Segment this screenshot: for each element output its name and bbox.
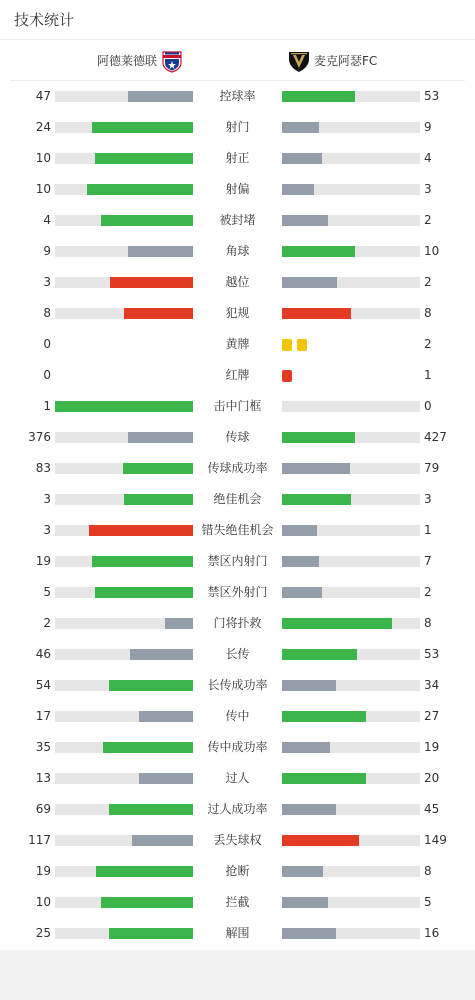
away-stat-bar bbox=[282, 122, 420, 133]
home-stat-bar-fill bbox=[95, 587, 193, 598]
stat-label: 传中成功率 bbox=[207, 740, 268, 754]
away-stat-bar-fill bbox=[282, 463, 350, 474]
away-stat-bar-fill bbox=[282, 618, 392, 629]
away-stat-bar bbox=[282, 680, 420, 691]
home-stat-bar bbox=[55, 587, 193, 598]
home-stat-bar-fill bbox=[124, 308, 193, 319]
home-stat-value: 83 bbox=[35, 461, 51, 475]
away-stat-bar bbox=[282, 432, 420, 443]
home-stat-value: 8 bbox=[43, 306, 51, 320]
stat-label: 长传 bbox=[225, 647, 250, 661]
home-stat-bar-fill bbox=[128, 91, 193, 102]
away-stat-bar-fill bbox=[282, 215, 328, 226]
home-stat-value: 1 bbox=[43, 399, 51, 413]
home-stat-bar-fill bbox=[109, 928, 193, 939]
stat-label: 传中 bbox=[225, 709, 250, 723]
away-stat-value: 2 bbox=[424, 585, 432, 599]
home-stat-bar bbox=[55, 618, 193, 629]
stat-label: 被封堵 bbox=[219, 213, 256, 227]
away-stat-value: 149 bbox=[424, 833, 447, 847]
away-stat-bar-fill bbox=[282, 773, 366, 784]
stat-row bbox=[0, 732, 475, 763]
home-stat-bar-fill bbox=[103, 742, 193, 753]
stat-label: 门将扑救 bbox=[213, 616, 262, 630]
home-stat-bar bbox=[55, 401, 193, 412]
title-row bbox=[0, 0, 475, 40]
stat-row bbox=[0, 794, 475, 825]
home-stat-value: 10 bbox=[35, 182, 51, 196]
home-stat-bar bbox=[55, 773, 193, 784]
stat-label: 过人 bbox=[225, 771, 250, 785]
home-stat-value: 54 bbox=[35, 678, 51, 692]
stat-row bbox=[0, 670, 475, 701]
away-stat-bar-fill bbox=[282, 742, 330, 753]
stat-label: 禁区外射门 bbox=[207, 585, 268, 599]
away-cards bbox=[282, 370, 297, 382]
home-stat-value: 3 bbox=[43, 492, 51, 506]
away-team[interactable] bbox=[288, 40, 377, 81]
stat-row bbox=[0, 577, 475, 608]
away-stat-bar-fill bbox=[282, 866, 323, 877]
home-stat-value: 0 bbox=[43, 337, 51, 351]
stat-row bbox=[0, 360, 475, 391]
away-stat-value: 5 bbox=[424, 895, 432, 909]
home-stat-bar bbox=[55, 742, 193, 753]
home-stat-value: 10 bbox=[35, 151, 51, 165]
home-stat-bar bbox=[55, 246, 193, 257]
home-stat-bar-fill bbox=[110, 277, 193, 288]
adelaide-united-logo-icon bbox=[161, 49, 183, 73]
away-stat-value: 34 bbox=[424, 678, 440, 692]
home-stat-value: 35 bbox=[35, 740, 51, 754]
home-stat-value: 376 bbox=[28, 430, 51, 444]
away-stat-bar bbox=[282, 215, 420, 226]
home-stat-value: 47 bbox=[35, 89, 51, 103]
home-stat-bar-fill bbox=[87, 184, 193, 195]
away-stat-value: 19 bbox=[424, 740, 440, 754]
away-stat-bar-fill bbox=[282, 835, 359, 846]
stat-row bbox=[0, 422, 475, 453]
stat-row bbox=[0, 639, 475, 670]
home-stat-bar bbox=[55, 928, 193, 939]
away-stat-bar bbox=[282, 835, 420, 846]
home-stat-value: 3 bbox=[43, 275, 51, 289]
home-stat-bar bbox=[55, 308, 193, 319]
home-stat-value: 46 bbox=[35, 647, 51, 661]
away-stat-value: 27 bbox=[424, 709, 440, 723]
stat-label: 丢失球权 bbox=[213, 833, 262, 847]
home-stat-bar bbox=[55, 494, 193, 505]
away-stat-bar-fill bbox=[282, 897, 328, 908]
away-stat-bar bbox=[282, 587, 420, 598]
away-stat-value: 2 bbox=[424, 213, 432, 227]
home-stat-bar bbox=[55, 122, 193, 133]
stat-label: 拦截 bbox=[225, 895, 250, 909]
home-stat-bar-fill bbox=[132, 835, 193, 846]
home-stat-bar bbox=[55, 835, 193, 846]
home-stat-bar bbox=[55, 649, 193, 660]
away-stat-bar-fill bbox=[282, 525, 317, 536]
away-stat-bar bbox=[282, 618, 420, 629]
away-team-name: 麦克阿瑟FC bbox=[314, 54, 378, 68]
away-stat-value: 1 bbox=[424, 523, 432, 537]
away-stat-bar-fill bbox=[282, 556, 319, 567]
away-stat-bar bbox=[282, 463, 420, 474]
home-stat-bar-fill bbox=[130, 649, 193, 660]
stat-label: 角球 bbox=[225, 244, 250, 258]
home-stat-bar bbox=[55, 897, 193, 908]
away-stat-bar bbox=[282, 277, 420, 288]
away-stat-value: 79 bbox=[424, 461, 440, 475]
home-stat-bar-fill bbox=[123, 463, 193, 474]
stat-label: 射偏 bbox=[225, 182, 250, 196]
stat-row bbox=[0, 112, 475, 143]
away-stat-value: 8 bbox=[424, 616, 432, 630]
home-team[interactable] bbox=[97, 40, 183, 81]
away-stat-value: 9 bbox=[424, 120, 432, 134]
stat-row bbox=[0, 143, 475, 174]
home-stat-bar-fill bbox=[92, 122, 193, 133]
stat-label: 传球 bbox=[225, 430, 250, 444]
away-stat-bar bbox=[282, 494, 420, 505]
away-stat-bar bbox=[282, 773, 420, 784]
home-stat-bar-fill bbox=[95, 153, 193, 164]
away-stat-bar bbox=[282, 246, 420, 257]
stat-label: 过人成功率 bbox=[207, 802, 268, 816]
home-stat-bar-fill bbox=[96, 866, 193, 877]
yellow-card-icon bbox=[282, 339, 292, 351]
stat-label: 射门 bbox=[225, 120, 250, 134]
home-stat-bar bbox=[55, 215, 193, 226]
stat-label: 错失绝佳机会 bbox=[201, 523, 274, 537]
away-stat-bar-fill bbox=[282, 928, 336, 939]
stat-row bbox=[0, 205, 475, 236]
away-stat-bar bbox=[282, 184, 420, 195]
away-stat-bar-fill bbox=[282, 91, 355, 102]
away-stat-value: 3 bbox=[424, 492, 432, 506]
away-stat-bar bbox=[282, 308, 420, 319]
home-stat-value: 17 bbox=[35, 709, 51, 723]
away-stat-bar bbox=[282, 153, 420, 164]
stat-label: 绝佳机会 bbox=[213, 492, 262, 506]
away-stat-bar bbox=[282, 897, 420, 908]
home-stat-bar bbox=[55, 153, 193, 164]
teams-header bbox=[10, 40, 465, 81]
away-stat-value: 3 bbox=[424, 182, 432, 196]
home-stat-bar-fill bbox=[101, 215, 193, 226]
away-stat-bar bbox=[282, 928, 420, 939]
away-stat-value: 7 bbox=[424, 554, 432, 568]
home-stat-bar bbox=[55, 804, 193, 815]
away-cards bbox=[282, 339, 312, 351]
away-stat-value: 45 bbox=[424, 802, 440, 816]
stat-row bbox=[0, 825, 475, 856]
home-stat-bar bbox=[55, 556, 193, 567]
stat-label: 黄牌 bbox=[225, 337, 250, 351]
home-stat-bar-fill bbox=[109, 680, 193, 691]
stat-row bbox=[0, 887, 475, 918]
away-stat-value: 2 bbox=[424, 337, 432, 351]
home-stat-bar-fill bbox=[165, 618, 193, 629]
away-stat-bar bbox=[282, 525, 420, 536]
stat-row bbox=[0, 81, 475, 112]
home-stat-value: 19 bbox=[35, 864, 51, 878]
away-stat-bar-fill bbox=[282, 804, 336, 815]
home-stat-value: 69 bbox=[35, 802, 51, 816]
red-card-icon bbox=[282, 370, 292, 382]
stat-row bbox=[0, 608, 475, 639]
stat-row bbox=[0, 546, 475, 577]
away-stat-value: 53 bbox=[424, 89, 440, 103]
home-stat-value: 19 bbox=[35, 554, 51, 568]
away-stat-bar-fill bbox=[282, 246, 355, 257]
home-stat-value: 9 bbox=[43, 244, 51, 258]
home-stat-bar bbox=[55, 432, 193, 443]
home-stat-value: 13 bbox=[35, 771, 51, 785]
stat-label: 红牌 bbox=[225, 368, 250, 382]
away-stat-bar bbox=[282, 804, 420, 815]
stat-label: 解围 bbox=[225, 926, 250, 940]
stat-row bbox=[0, 174, 475, 205]
home-stat-bar-fill bbox=[55, 401, 193, 412]
stat-label: 传球成功率 bbox=[207, 461, 268, 475]
away-stat-bar-fill bbox=[282, 308, 351, 319]
stat-row bbox=[0, 236, 475, 267]
away-stat-bar bbox=[282, 91, 420, 102]
home-stat-bar-fill bbox=[128, 432, 193, 443]
home-stat-bar bbox=[55, 525, 193, 536]
home-stat-bar bbox=[55, 463, 193, 474]
away-stat-bar bbox=[282, 711, 420, 722]
away-stat-bar-fill bbox=[282, 711, 366, 722]
away-stat-value: 8 bbox=[424, 864, 432, 878]
stat-label: 犯规 bbox=[225, 306, 250, 320]
home-stat-bar-fill bbox=[139, 773, 193, 784]
stat-label: 击中门框 bbox=[213, 399, 262, 413]
away-stat-bar-fill bbox=[282, 649, 357, 660]
home-stat-value: 4 bbox=[43, 213, 51, 227]
home-stat-bar-fill bbox=[124, 494, 193, 505]
home-stat-bar bbox=[55, 91, 193, 102]
away-stat-value: 4 bbox=[424, 151, 432, 165]
stat-label: 射正 bbox=[225, 151, 250, 165]
away-stat-value: 427 bbox=[424, 430, 447, 444]
home-stat-bar bbox=[55, 711, 193, 722]
away-stat-bar-fill bbox=[282, 153, 322, 164]
stat-row bbox=[0, 484, 475, 515]
home-stat-value: 2 bbox=[43, 616, 51, 630]
page-title: 技术统计 bbox=[14, 11, 75, 29]
home-stat-value: 24 bbox=[35, 120, 51, 134]
stat-row bbox=[0, 918, 475, 949]
home-stat-bar-fill bbox=[92, 556, 193, 567]
home-stat-value: 117 bbox=[28, 833, 51, 847]
stat-row bbox=[0, 391, 475, 422]
home-team-name: 阿德莱德联 bbox=[96, 54, 157, 68]
away-stat-value: 16 bbox=[424, 926, 440, 940]
home-stat-value: 5 bbox=[43, 585, 51, 599]
away-stat-bar-fill bbox=[282, 680, 336, 691]
stat-row bbox=[0, 763, 475, 794]
yellow-card-icon bbox=[297, 339, 307, 351]
stat-label: 越位 bbox=[225, 275, 250, 289]
stat-row bbox=[0, 701, 475, 732]
away-stat-bar bbox=[282, 866, 420, 877]
home-stat-bar bbox=[55, 184, 193, 195]
stat-label: 禁区内射门 bbox=[207, 554, 268, 568]
stat-row bbox=[0, 856, 475, 887]
away-stat-bar bbox=[282, 556, 420, 567]
away-stat-bar bbox=[282, 649, 420, 660]
home-stat-bar-fill bbox=[89, 525, 193, 536]
away-stat-value: 10 bbox=[424, 244, 440, 258]
stat-row bbox=[0, 329, 475, 360]
away-stat-value: 53 bbox=[424, 647, 440, 661]
away-stat-bar-fill bbox=[282, 587, 322, 598]
away-stat-bar-fill bbox=[282, 277, 337, 288]
away-stat-bar-fill bbox=[282, 494, 351, 505]
home-stat-bar-fill bbox=[128, 246, 193, 257]
away-stat-bar bbox=[282, 742, 420, 753]
home-stat-bar-fill bbox=[139, 711, 193, 722]
stat-label: 长传成功率 bbox=[207, 678, 268, 692]
home-stat-value: 0 bbox=[43, 368, 51, 382]
stat-row bbox=[0, 453, 475, 484]
home-stat-value: 10 bbox=[35, 895, 51, 909]
home-stat-bar bbox=[55, 680, 193, 691]
away-stat-bar bbox=[282, 401, 420, 412]
away-stat-value: 0 bbox=[424, 399, 432, 413]
stat-label: 控球率 bbox=[219, 89, 256, 103]
home-stat-bar bbox=[55, 866, 193, 877]
home-stat-value: 3 bbox=[43, 523, 51, 537]
home-stat-value: 25 bbox=[35, 926, 51, 940]
macarthur-fc-logo-icon bbox=[288, 49, 310, 73]
stat-row bbox=[0, 515, 475, 546]
away-stat-bar-fill bbox=[282, 184, 314, 195]
away-stat-value: 8 bbox=[424, 306, 432, 320]
stat-row bbox=[0, 267, 475, 298]
home-stat-bar bbox=[55, 277, 193, 288]
away-stat-bar-fill bbox=[282, 432, 355, 443]
away-stat-value: 20 bbox=[424, 771, 440, 785]
home-stat-bar-fill bbox=[109, 804, 193, 815]
stat-row bbox=[0, 298, 475, 329]
away-stat-value: 1 bbox=[424, 368, 432, 382]
stat-label: 抢断 bbox=[225, 864, 250, 878]
away-stat-bar-fill bbox=[282, 122, 319, 133]
home-stat-bar-fill bbox=[101, 897, 193, 908]
away-stat-value: 2 bbox=[424, 275, 432, 289]
